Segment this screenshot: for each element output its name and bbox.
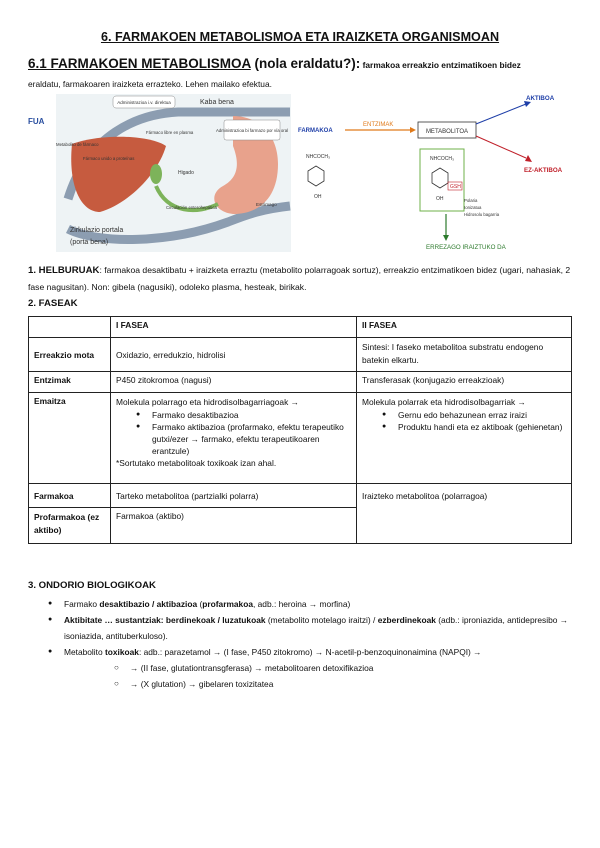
- cell-farmakoa-f1: Tarteko metabolitoa (partzialki polarra): [111, 484, 357, 508]
- mol2-ring: [432, 168, 448, 188]
- table-row: [29, 372, 572, 393]
- table-row: [29, 338, 572, 372]
- ondorio-b3-bold: toxikoak: [104, 647, 139, 657]
- gallbladder-shape: [150, 164, 162, 184]
- cell-erreakzio-f1: Oxidazio, erredukzio, hidrolisi: [111, 338, 357, 372]
- farmaco-unido-label: Fármaco unido a proteínas: [83, 156, 135, 161]
- porta-bena-label: (porta bena): [70, 239, 109, 246]
- iv-admin-label: Administrazioa i.v. direktua: [117, 100, 171, 105]
- zirkulazio-portala-label: Zirkulazio portala: [70, 227, 124, 234]
- cell-emaitza-f1: [111, 393, 357, 484]
- mol1-nhcoch3: NHCOCH₃: [306, 154, 330, 160]
- emaitza-f1-list: [116, 409, 351, 457]
- cut-label: FUA: [28, 117, 45, 126]
- table-row: [29, 484, 572, 508]
- errezago-label: ERREZAGO IRAIZTUKO DA: [426, 244, 506, 251]
- higado-label: Higado: [178, 170, 194, 176]
- phases-table: [28, 316, 572, 544]
- ondorio-list: [28, 596, 580, 692]
- row-label-profarmakoa: Profarmakoa (ez aktibo): [29, 508, 111, 544]
- list-item: ● Gernu edo behazunean erraz iraizi: [362, 409, 566, 421]
- list-item: ○ → (II fase, glutationtransgferasa) → metabolitoaren detoxifikazioa: [28, 660, 580, 676]
- ondorio-b3-post: : adb.: parazetamol → (I fase, P450 zitokromo) → N-acetil-p-benzoquinonaimina (NAPQI) →: [138, 647, 482, 657]
- ondorio-b1-bold1: desaktibazio / aktibazioa: [99, 599, 198, 609]
- cell-entzimak-f1: P450 zitokromoa (nagusi): [111, 372, 357, 393]
- cell-emaitza-f2: [357, 393, 572, 484]
- table-header-row: [29, 317, 572, 338]
- section-6-1-heading: [28, 56, 588, 71]
- emaitza-f2-list: [362, 409, 566, 433]
- emaitza-f1-note: *Sortutako metabolitoak toxikoak izan ahal.: [116, 458, 277, 468]
- ondorio-b1-pre: Farmako: [64, 599, 100, 609]
- list-item: ● Farmako aktibazioa (profarmako, efektu terapeutiko gutxi/ezer → farmako, efektu terapeutikoaren erantzule): [116, 421, 351, 457]
- farmaco-libre-label: Fármaco libre en plasma: [146, 130, 194, 135]
- oral-admin-label: Administrazioa bi farmazo por vía oral: [215, 128, 289, 133]
- farmakoa-label: FARMAKOA: [298, 128, 333, 134]
- header-fase-2: II FASEA: [357, 317, 572, 338]
- mol2-oh: OH: [436, 196, 444, 202]
- list-item: ○ → (X glutation) → gibelaren toxizitatea: [28, 676, 580, 692]
- ondorio-b2-post: (adb.: iproniazida, antidepresibo → isoniazida, antituberkuloso).: [64, 615, 569, 641]
- kaba-bena-label: Kaba bena: [200, 99, 234, 106]
- helburuak-paragraph: [28, 262, 576, 295]
- section-6-1-title: 6.1 FARMAKOEN METABOLISMOA: [28, 56, 251, 71]
- estomago-label: Estómago: [256, 202, 277, 207]
- circulacion-label: Circulación enterohepática: [166, 205, 217, 210]
- cell-farmakoa-f2: Iraizteko metabolitoa (polarragoa): [357, 484, 572, 544]
- section-6-1-intro-cont: eraldatu, farmakoaren iraizketa errazteko. Lehen mailako efektua.: [28, 79, 272, 89]
- note-polaria: Polaria: [464, 198, 478, 203]
- note-ionizatua: Ionizatua: [464, 205, 482, 210]
- ondorio-b2-bold2: ezberdinekoak: [377, 615, 436, 625]
- metabolism-figure: [28, 94, 588, 252]
- table-row: [29, 393, 572, 484]
- cell-profarmakoa-f1: Farmakoa (aktibo): [111, 508, 357, 544]
- aktiboa-arrow: [476, 104, 526, 124]
- list-item: [28, 596, 580, 612]
- metabolism-schematic: [298, 95, 563, 251]
- ondorio-heading: 3. ONDORIO BIOLOGIKOAK: [28, 580, 156, 591]
- helburuak-label: 1. HELBURUAK: [28, 265, 100, 276]
- ondorio-b2-mid: (metabolito motelago iraitzi) /: [265, 615, 378, 625]
- list-item: [28, 612, 580, 644]
- emaitza-f2-intro: Molekula polarrak eta hidrodisolbagarriak →: [362, 397, 526, 407]
- helburuak-text: : farmakoa desaktibatu + iraizketa erraztu (metabolito polarragoak sortuz), erreakzio entzimatikoen bidez (ugari, nahasiak, 2 fase nagusitan). Non: gibela (nagusiki), odoleko plasma, hesteak, birikak.: [28, 265, 571, 292]
- section-6-1-intro: farmakoa erreakzio entzimatikoen bidez: [360, 60, 521, 70]
- ondorio-b1-mid: (: [197, 599, 203, 609]
- cell-entzimak-f2: Transferasak (konjugazio erreakzioak): [357, 372, 572, 393]
- row-label-erreakzio: Erreakzio mota: [29, 338, 111, 372]
- page-title: 6. FARMAKOEN METABOLISMOA ETA IRAIZKETA ORGANISMOAN: [100, 30, 500, 44]
- header-fase-1: I FASEA: [111, 317, 357, 338]
- row-label-entzimak: Entzimak: [29, 372, 111, 393]
- row-label-emaitza: Emaitza: [29, 393, 111, 484]
- emaitza-f1-intro: Molekula polarrago eta hidrodisolbagarriagoak →: [116, 397, 299, 407]
- anatomy-panel: [28, 94, 291, 252]
- ondorio-b3-pre: Metabolito: [64, 647, 105, 657]
- note-hidrosolu: Hidrosolu bagarria: [464, 212, 500, 217]
- cell-erreakzio-f2: Sintesi: I faseko metabolitoa substratu endogeno batekin elkartu.: [357, 338, 572, 372]
- faseak-heading: 2. FASEAK: [28, 298, 78, 309]
- ondorio-b2-bold1: Aktibitate … sustantziak: berdinekoak / luzatukoak: [64, 615, 266, 625]
- mol1-oh: OH: [314, 194, 322, 200]
- list-item: [28, 644, 580, 660]
- gsh-label: GSH: [450, 184, 461, 190]
- list-item: ● Farmako desaktibazioa: [116, 409, 351, 421]
- header-empty: [29, 317, 111, 338]
- mol1-ring: [308, 166, 324, 186]
- ez-aktiboa-label: EZ-AKTIBOA: [524, 167, 563, 174]
- row-label-farmakoa: Farmakoa: [29, 484, 111, 508]
- aktiboa-label: AKTIBOA: [526, 95, 555, 102]
- ondorio-b1-bold2: profarmakoa: [202, 599, 253, 609]
- section-6-1-suffix: (nola eraldatu?):: [250, 56, 361, 71]
- ez-aktiboa-arrow: [476, 136, 526, 158]
- entzimak-label: ENTZIMAK: [363, 122, 394, 128]
- ondorio-b1-post: , adb.: heroina → morfina): [252, 599, 351, 609]
- metabolitoa-label: METABOLITOA: [425, 129, 469, 135]
- mol2-nhcoch3: NHCOCH₃: [430, 156, 454, 162]
- metabolito-label: Metabolito de fármaco: [56, 142, 99, 147]
- list-item: ● Produktu handi eta ez aktiboak (gehienetan): [362, 421, 566, 433]
